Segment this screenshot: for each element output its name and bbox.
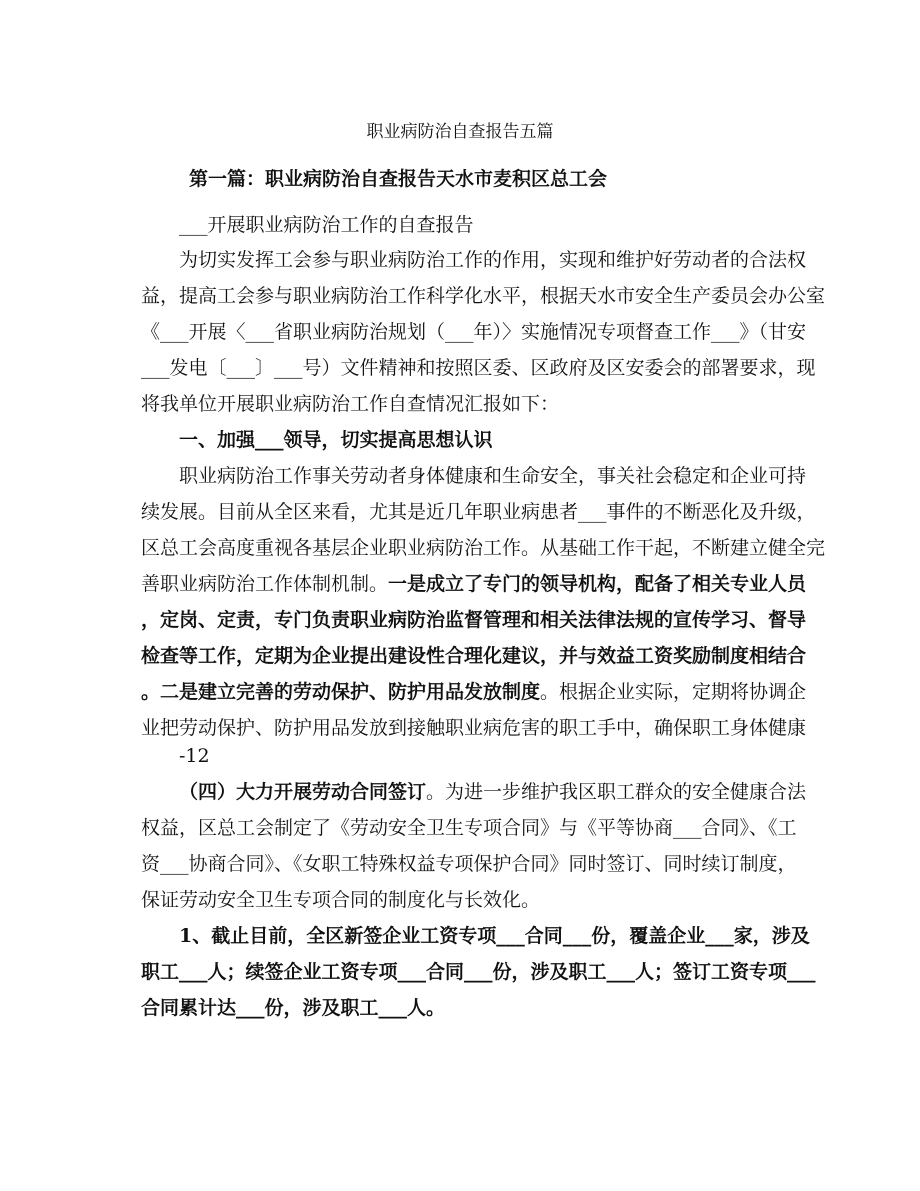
paragraph-line: 检查等工作，定期为企业提出建设性合理化建议，并与效益工资奖励制度相结合: [141, 645, 807, 667]
paragraph-line: [179, 779, 806, 805]
plain-text: 。根据企业实际，定期将协调企: [540, 681, 807, 703]
paragraph-line: 资___协商合同》、《女职工特殊权益专项保护合同》同时签订、同时续订制度，: [141, 853, 797, 875]
report-subheading: ___开展职业病防治工作的自查报告: [179, 214, 474, 236]
section-heading: 一、加强___领导，切实提高思想认识: [179, 429, 493, 451]
paragraph-line: 续发展。目前从全区来看，尤其是近几年职业病患者___事件的不断恶化及升级，: [141, 501, 816, 523]
page-marker: -12: [179, 745, 210, 767]
paragraph-line: [141, 679, 806, 705]
paragraph-line: [141, 571, 806, 597]
paragraph-line: 业把劳动保护、防护用品发放到接触职业病危害的职工手中，确保职工身体健康: [141, 717, 807, 739]
paragraph-line: 《___开展〈___省职业病防治规划（___年）〉实施情况专项督查工作___》（甘安: [141, 321, 807, 343]
paragraph-line: 将我单位开展职业病防治工作自查情况汇报如下：: [141, 393, 560, 415]
plain-text: 。为进一步维护我区职工群众的安全健康合法: [426, 781, 807, 803]
paragraph-line: ，定岗、定责，专门负责职业病防治监督管理和相关法律法规的宣传学习、督导: [141, 609, 807, 631]
paragraph-line: 合同累计达___份，涉及职工___人。: [141, 997, 446, 1019]
paragraph-line: 为切实发挥工会参与职业病防治工作的作用，实现和维护好劳动者的合法权: [179, 249, 807, 271]
paragraph-line: 权益，区总工会制定了《劳动安全卫生专项合同》与《平等协商___合同》、《工: [141, 817, 797, 839]
paragraph-line: 职工___人；续签企业工资专项___合同___份，涉及职工___人；签订工资专项___: [141, 961, 816, 983]
paragraph-line: 1、截止目前，全区新签企业工资专项___合同___份，覆盖企业___家，涉及: [179, 925, 810, 947]
paragraph-line: 区总工会高度重视各基层企业职业病防治工作。从基础工作干起，不断建立健全完: [141, 537, 826, 559]
bold-text: 一是成立了专门的领导机构，配备了相关专业人员: [388, 573, 807, 595]
paragraph-line: 职业病防治工作事关劳动者身体健康和生命安全，事关社会稳定和企业可持: [179, 465, 807, 487]
plain-text: 善职业病防治工作体制机制。: [141, 573, 389, 595]
paragraph-line: 益，提高工会参与职业病防治工作科学化水平，根据天水市安全生产委员会办公室: [141, 285, 826, 307]
bold-text: （四）大力开展劳动合同签订: [179, 781, 427, 803]
bold-text: 。二是建立完善的劳动保护、防护用品发放制度: [141, 681, 541, 703]
paragraph-line: 保证劳动安全卫生专项合同的制度化与长效化。: [141, 889, 541, 911]
document-title: 职业病防治自查报告五篇: [366, 122, 554, 142]
chapter-heading: 第一篇：职业病防治自查报告天水市麦积区总工会: [189, 168, 608, 190]
paragraph-line: ___发电〔___〕___号）文件精神和按照区委、区政府及区安委会的部署要求，现: [141, 357, 816, 379]
